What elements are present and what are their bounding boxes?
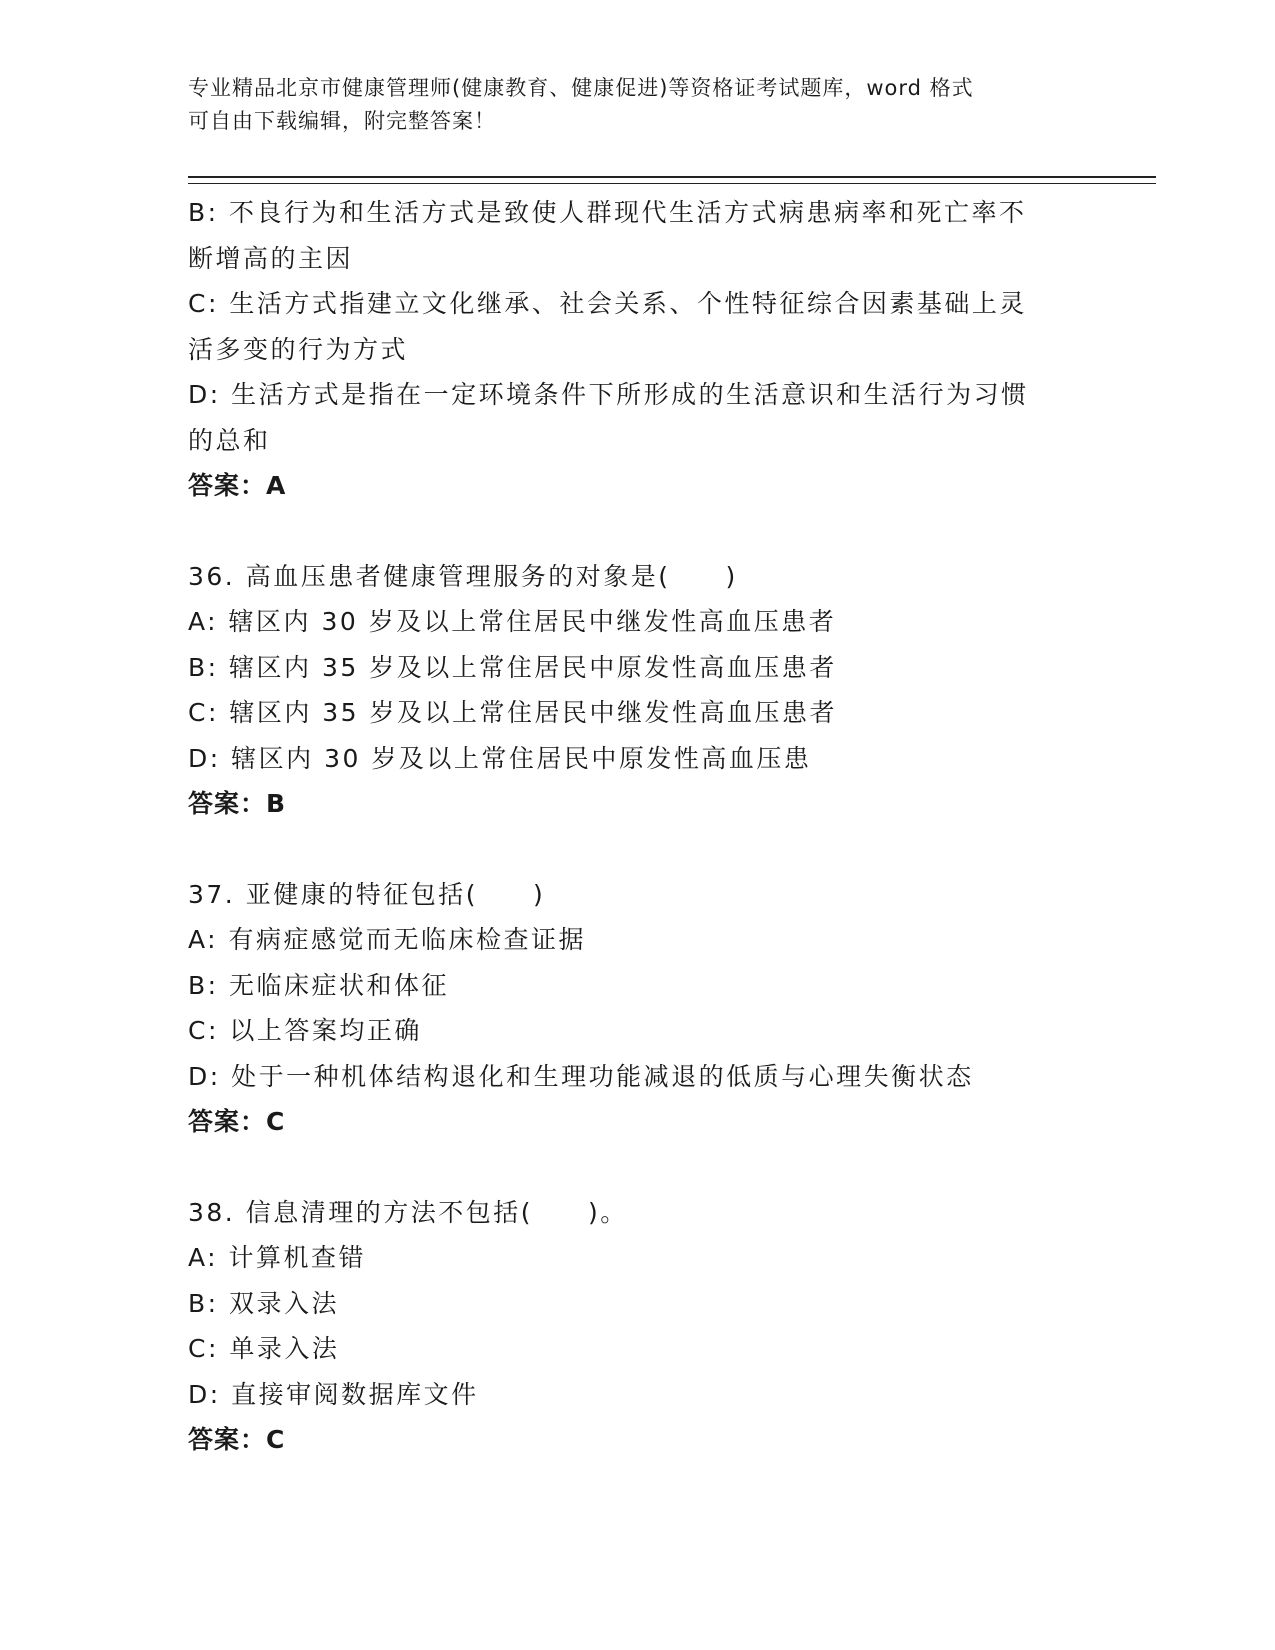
option-b: B: 辖区内 35 岁及以上常住居民中原发性高血压患者 <box>188 652 837 682</box>
option-c-line2: 活多变的行为方式 <box>188 334 409 364</box>
option-c: C: 辖区内 35 岁及以上常住居民中继发性高血压患者 <box>188 698 838 727</box>
option-b-line2: 断增高的主因 <box>188 243 354 273</box>
prev-question-block <box>188 190 1068 509</box>
option-c-line1: C: 生活方式指建立文化继承、社会关系、个性特征综合因素基础上灵 <box>188 289 1027 318</box>
option-c: C: 以上答案均正确 <box>188 1016 422 1045</box>
option-d: D: 辖区内 30 岁及以上常住居民中原发性高血压患 <box>188 743 812 773</box>
question-36 <box>188 554 1068 827</box>
option-d: D: 直接审阅数据库文件 <box>188 1379 479 1409</box>
option-b-line1: B: 不良行为和生活方式是致使人群现代生活方式病患病率和死亡率不 <box>188 198 1027 227</box>
option-a: A: 有病症感觉而无临床检查证据 <box>188 925 587 954</box>
header-title-line1: 专业精品北京市健康管理师(健康教育、健康促进)等资格证考试题库，word 格式 <box>188 76 974 100</box>
question-stem: 38. 信息清理的方法不包括( )。 <box>188 1197 628 1227</box>
document-body <box>188 190 1068 1463</box>
option-b: B: 双录入法 <box>188 1288 340 1318</box>
answer-label: 答案：A <box>188 471 287 500</box>
option-d-line2: 的总和 <box>188 425 271 455</box>
header-divider <box>188 176 1156 184</box>
header-title-line2: 可自由下载编辑，附完整答案！ <box>188 109 496 133</box>
option-c: C: 单录入法 <box>188 1334 340 1363</box>
question-37 <box>188 872 1068 1145</box>
option-a: A: 辖区内 30 岁及以上常住居民中继发性高血压患者 <box>188 607 837 636</box>
answer-label: 答案：C <box>188 1107 286 1136</box>
page-header <box>188 72 1068 138</box>
question-38 <box>188 1190 1068 1463</box>
answer-label: 答案：B <box>188 789 287 818</box>
option-d-line1: D: 生活方式是指在一定环境条件下所形成的生活意识和生活行为习惯 <box>188 380 1029 409</box>
answer-label: 答案：C <box>188 1425 286 1454</box>
question-stem: 37. 亚健康的特征包括( ) <box>188 879 546 909</box>
question-stem: 36. 高血压患者健康管理服务的对象是( ) <box>188 561 738 591</box>
option-a: A: 计算机查错 <box>188 1243 367 1272</box>
option-b: B: 无临床症状和体征 <box>188 970 450 1000</box>
option-d: D: 处于一种机体结构退化和生理功能减退的低质与心理失衡状态 <box>188 1061 974 1091</box>
